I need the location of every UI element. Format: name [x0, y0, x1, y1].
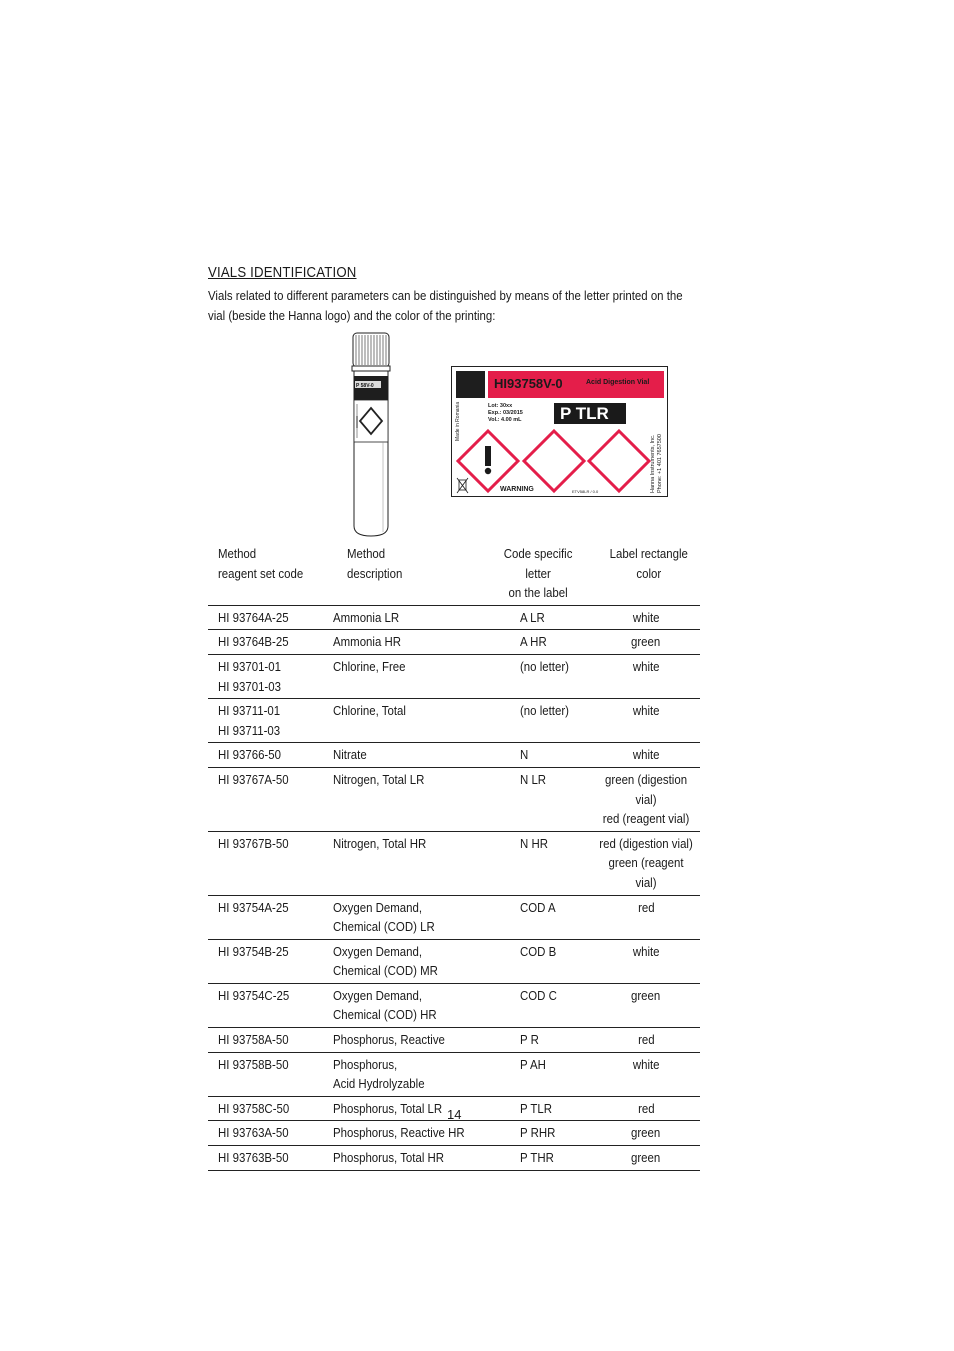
cell-method-description: Phosphorus, Acid Hydrolyzable [333, 1052, 484, 1096]
maker-name: Hanna Instruments, Inc. [650, 434, 656, 493]
table-row [208, 895, 700, 939]
hazard-pictograms [452, 367, 669, 498]
cell-code-letter: P RHR [484, 1121, 592, 1146]
table-row [208, 831, 700, 895]
header-reagent-code: Method reagent set code [208, 542, 333, 605]
label-letter: P TLR [560, 404, 609, 423]
disposal-bin-icon [457, 478, 468, 493]
cell-reagent-code: HI 93754A-25 [208, 895, 333, 939]
cell-code-letter: N [484, 743, 592, 768]
cell-reagent-code: HI 93701-01 HI 93701-03 [208, 654, 333, 698]
table-header-row [208, 542, 700, 605]
cell-method-description: Phosphorus, Reactive HR [333, 1121, 484, 1146]
table-row [208, 983, 700, 1027]
exp-text: Exp.: 03/2015 [488, 410, 523, 416]
label-code: HI93758V-0 [494, 376, 563, 391]
table-row [208, 699, 700, 743]
cell-code-letter: COD C [484, 983, 592, 1027]
cell-method-description: Nitrogen, Total HR [333, 831, 484, 895]
cell-reagent-code: HI 93763B-50 [208, 1146, 333, 1171]
cell-label-color: red [592, 1096, 700, 1121]
cell-label-color: red (digestion vial) green (reagent vial) [592, 831, 700, 895]
cell-code-letter: (no letter) [484, 699, 592, 743]
table-row [208, 1028, 700, 1053]
cell-code-letter: A HR [484, 630, 592, 655]
cell-code-letter: (no letter) [484, 654, 592, 698]
cell-code-letter: N LR [484, 767, 592, 831]
cell-method-description: Oxygen Demand, Chemical (COD) HR [333, 983, 484, 1027]
page-number: 14 [447, 1107, 462, 1122]
cell-reagent-code: HI 93766-50 [208, 743, 333, 768]
table-row [208, 605, 700, 630]
made-in-text: Made in Romania [455, 401, 461, 441]
cell-label-color: white [592, 699, 700, 743]
cell-label-color: green [592, 1146, 700, 1171]
empty-hazard-icon [589, 431, 649, 491]
maker-phone: Phone: +1 401 7657500 [657, 434, 663, 493]
cell-reagent-code: HI 93758C-50 [208, 1096, 333, 1121]
cell-code-letter: P AH [484, 1052, 592, 1096]
cell-reagent-code: HI 93754B-25 [208, 939, 333, 983]
vol-text: Vol.: 4.00 mL [488, 417, 522, 423]
cell-method-description: Nitrate [333, 743, 484, 768]
cell-label-color: green [592, 1121, 700, 1146]
cell-method-description: Phosphorus, Total LR [333, 1096, 484, 1121]
header-code-letter: Code specific letter on the label [484, 542, 592, 605]
header-label-color: Label rectangle color [592, 542, 700, 605]
cell-label-color: green [592, 983, 700, 1027]
cell-label-color: white [592, 654, 700, 698]
table-row [208, 767, 700, 831]
label-small-code: ETV58LR / 0.0 [572, 489, 599, 494]
table-row [208, 630, 700, 655]
cell-reagent-code: HI 93758A-50 [208, 1028, 333, 1053]
table-row [208, 1121, 700, 1146]
cell-code-letter: A LR [484, 605, 592, 630]
cell-method-description: Phosphorus, Reactive [333, 1028, 484, 1053]
cell-method-description: Chlorine, Total [333, 699, 484, 743]
cell-method-description: Ammonia HR [333, 630, 484, 655]
cell-label-color: green (digestion vial) red (reagent vial) [592, 767, 700, 831]
cell-reagent-code: HI 93711-01 HI 93711-03 [208, 699, 333, 743]
table-row [208, 1146, 700, 1171]
cell-method-description: Nitrogen, Total LR [333, 767, 484, 831]
table-row [208, 1052, 700, 1096]
cell-method-description: Oxygen Demand, Chemical (COD) MR [333, 939, 484, 983]
cell-label-color: red [592, 1028, 700, 1053]
cell-label-color: white [592, 743, 700, 768]
vial-illustration [347, 332, 395, 538]
intro-paragraph: Vials related to different parameters can be distinguished by means of the letter printed on the vial (beside the Hanna logo) and the color of the printing: [208, 288, 683, 323]
cell-reagent-code: HI 93758B-50 [208, 1052, 333, 1096]
cell-code-letter: P THR [484, 1146, 592, 1171]
cell-reagent-code: HI 93754C-25 [208, 983, 333, 1027]
vial-label [451, 366, 668, 497]
empty-hazard-icon [524, 431, 584, 491]
header-method-description: Method description [333, 542, 484, 605]
vials-table [208, 542, 700, 1171]
cell-reagent-code: HI 93763A-50 [208, 1121, 333, 1146]
cell-reagent-code: HI 93767A-50 [208, 767, 333, 831]
cell-code-letter: COD B [484, 939, 592, 983]
cell-label-color: red [592, 895, 700, 939]
cell-reagent-code: HI 93767B-50 [208, 831, 333, 895]
cell-label-color: white [592, 1052, 700, 1096]
table-row [208, 743, 700, 768]
cell-code-letter: P TLR [484, 1096, 592, 1121]
cell-code-letter: P R [484, 1028, 592, 1053]
cell-code-letter: COD A [484, 895, 592, 939]
cell-label-color: green [592, 630, 700, 655]
label-description: Acid Digestion Vial [586, 379, 650, 386]
cell-method-description: Phosphorus, Total HR [333, 1146, 484, 1171]
vial-code: P 58V-0 [356, 383, 374, 389]
cell-reagent-code: HI 93764A-25 [208, 605, 333, 630]
cell-label-color: white [592, 939, 700, 983]
table-row [208, 939, 700, 983]
warning-text: WARNING [500, 486, 534, 493]
table-row [208, 654, 700, 698]
cell-method-description: Chlorine, Free [333, 654, 484, 698]
lot-text: Lot: 30xx [488, 403, 513, 409]
cell-method-description: Oxygen Demand, Chemical (COD) LR [333, 895, 484, 939]
cell-method-description: Ammonia LR [333, 605, 484, 630]
cell-reagent-code: HI 93764B-25 [208, 630, 333, 655]
cell-code-letter: N HR [484, 831, 592, 895]
cell-label-color: white [592, 605, 700, 630]
section-title: VIALS IDENTIFICATION [208, 264, 357, 281]
